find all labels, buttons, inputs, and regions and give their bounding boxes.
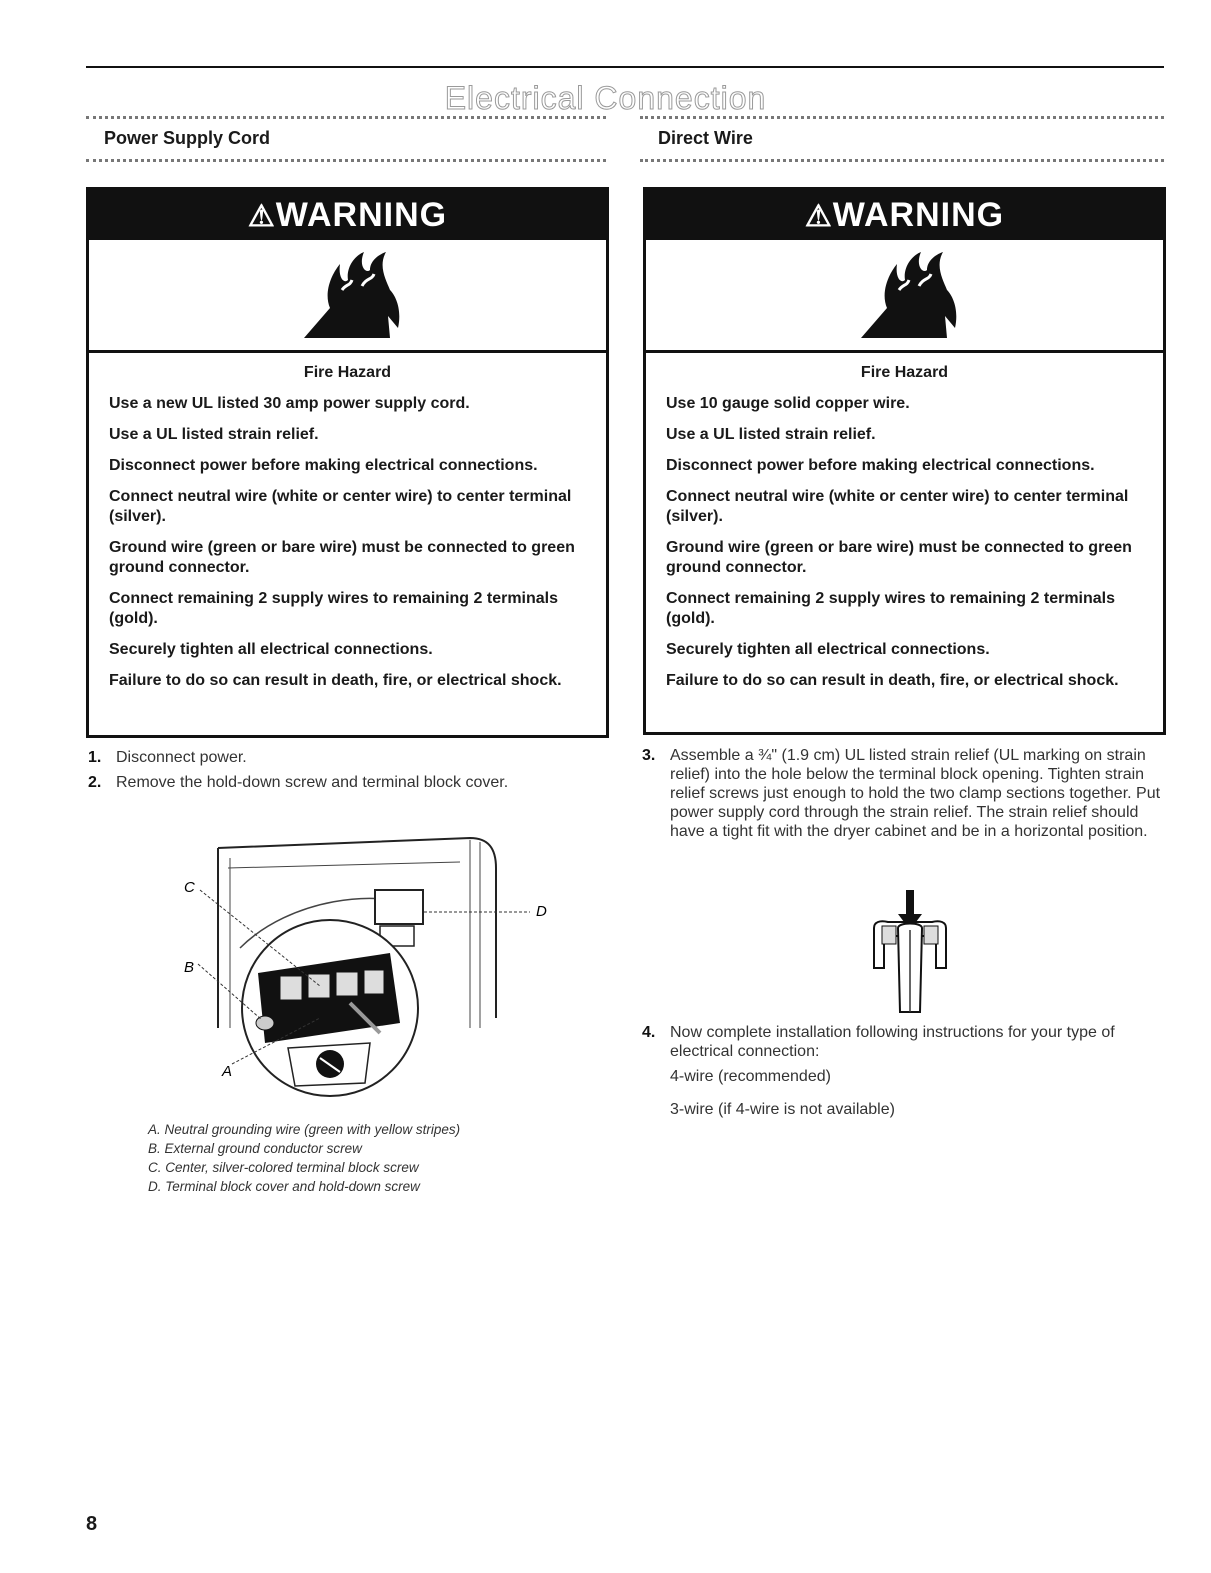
step-4	[642, 1023, 1162, 1061]
page-title: Electrical Connection	[444, 80, 767, 116]
warning-line: Failure to do so can result in death, fire, or electrical shock.	[666, 672, 1119, 689]
warning-line: Disconnect power before making electrical connections.	[666, 457, 1095, 474]
step-text: Remove the hold-down screw and terminal block cover.	[116, 774, 509, 791]
warning-header	[89, 190, 606, 240]
top-rule	[86, 66, 1164, 68]
section-heading-label: Power Supply Cord	[104, 128, 271, 148]
page-number: 8	[86, 1513, 98, 1535]
diagram-legend	[148, 1120, 460, 1196]
warning-line: Connect neutral wire (white or center wire) to center terminal (silver).	[666, 488, 1129, 525]
section-heading-direct-wire	[640, 116, 1164, 162]
warning-line: Ground wire (green or bare wire) must be connected to green ground connector.	[109, 539, 575, 576]
steps-left	[88, 748, 598, 798]
diagram-label-d: D	[536, 903, 547, 920]
option-4-wire: 4-wire (recommended)	[670, 1068, 831, 1085]
diagram-label-a: A	[222, 1063, 233, 1080]
warning-box-left	[86, 187, 609, 738]
step-text: Assemble a ¾" (1.9 cm) UL listed strain relief (UL marking on strain relief) into the hole below the terminal block opening. Tighten strain relief screws just enough to hold the two clamp sections together. Put power supply cord through the strain relief. The strain relief should have a tight fit with the dryer cabinet and be in a horizontal position.	[670, 747, 1161, 840]
warning-label: WARNING	[832, 196, 1005, 234]
warning-line: Connect neutral wire (white or center wire) to center terminal (silver).	[109, 488, 572, 525]
warning-label: WARNING	[275, 196, 448, 234]
diagram-label-c: C	[184, 879, 195, 896]
warning-line: Securely tighten all electrical connections.	[666, 641, 990, 658]
strain-relief-diagram	[860, 888, 960, 1018]
fire-hazard-icon-area	[646, 240, 1163, 353]
warning-line: Connect remaining 2 supply wires to remaining 2 terminals (gold).	[109, 590, 558, 627]
warning-line: Ground wire (green or bare wire) must be connected to green ground connector.	[666, 539, 1132, 576]
warning-line: Securely tighten all electrical connections.	[109, 641, 433, 658]
warning-line: Disconnect power before making electrical connections.	[109, 457, 538, 474]
step-text: Now complete installation following instructions for your type of electrical connection:	[670, 1024, 1115, 1060]
step-number: 1.	[88, 749, 102, 766]
warning-line: Use a UL listed strain relief.	[666, 426, 876, 443]
option-3-wire: 3-wire (if 4-wire is not available)	[670, 1101, 895, 1118]
fire-hazard-icon-area	[89, 240, 606, 353]
warning-triangle-icon: ⚠	[804, 200, 833, 233]
step-3	[642, 746, 1162, 841]
fire-icon	[847, 250, 963, 340]
warning-header	[646, 190, 1163, 240]
warning-text	[646, 353, 1163, 691]
terminal-block-diagram	[170, 828, 570, 1118]
step-4-block	[642, 1023, 1162, 1133]
step-number: 2.	[88, 774, 102, 791]
warning-line: Use 10 gauge solid copper wire.	[666, 395, 910, 412]
step-text: Disconnect power.	[116, 749, 247, 766]
warning-triangle-icon: ⚠	[247, 200, 276, 233]
step-2	[88, 773, 598, 792]
step-3-block	[642, 746, 1162, 847]
hazard-title: Fire Hazard	[860, 364, 949, 381]
step-number: 3.	[642, 747, 656, 764]
legend-item-d: D. Terminal block cover and hold-down screw	[148, 1179, 420, 1194]
warning-box-right	[643, 187, 1166, 735]
legend-item-b: B. External ground conductor screw	[148, 1141, 362, 1156]
step-number: 4.	[642, 1024, 656, 1041]
section-heading-label: Direct Wire	[658, 128, 753, 148]
diagram-label-b: B	[184, 959, 195, 976]
fire-icon	[290, 250, 406, 340]
warning-line: Connect remaining 2 supply wires to remaining 2 terminals (gold).	[666, 590, 1115, 627]
legend-item-c: C. Center, silver-colored terminal block screw	[148, 1160, 419, 1175]
hazard-title: Fire Hazard	[303, 364, 392, 381]
warning-line: Use a UL listed strain relief.	[109, 426, 319, 443]
warning-line: Failure to do so can result in death, fire, or electrical shock.	[109, 672, 562, 689]
legend-item-a: A. Neutral grounding wire (green with yellow stripes)	[148, 1122, 461, 1137]
warning-text	[89, 353, 606, 691]
warning-line: Use a new UL listed 30 amp power supply cord.	[109, 395, 470, 412]
section-heading-power-supply-cord	[86, 116, 606, 162]
step-1	[88, 748, 598, 767]
